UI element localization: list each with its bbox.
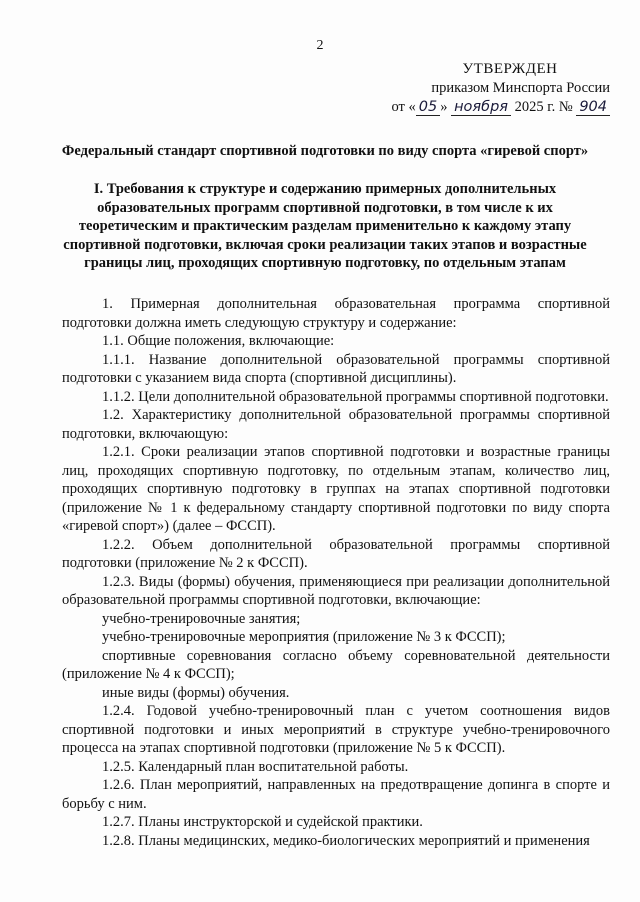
date-prefix: от «	[391, 99, 416, 115]
page-number: 2	[316, 38, 324, 53]
document-title: Федеральный стандарт спортивной подготовки по виду спорта «гиревой спорт»	[61, 143, 589, 159]
paragraph: 1.2. Характеристику дополнительной образовательной программы спортивной подготовки, включающую:	[62, 407, 610, 442]
list-item: учебно-тренировочные занятия;	[102, 610, 301, 627]
paragraph: 1.2.8. Планы медицинских, медико-биологических мероприятий и применения	[102, 832, 590, 849]
paragraph: 1.2.2. Объем дополнительной образовательной программы спортивной подготовки (приложение № 2 к ФССП).	[62, 536, 610, 571]
paragraph: 1.2.6. План мероприятий, направленных на предотвращение допинга в спорте и борьбу с ним.	[62, 777, 610, 812]
paragraph: 1. Примерная дополнительная образовательная программа спортивной подготовки должна иметь следующую структуру и содержание:	[62, 296, 610, 331]
order-line: приказом Минспорта России	[431, 80, 610, 96]
paragraph: 1.2.1. Сроки реализации этапов спортивной подготовки и возрастные границы лиц, проходящих спортивную подготовку, по отдельным этапам, количество лиц, проходящих спортивную подготовку в группах на этапах спортивной подготовки (приложение № 1 к федеральному стандарту спортивной подготовки по виду спорта «гиревой спорт») (далее – ФССП).	[62, 444, 610, 534]
order-date-line	[360, 98, 620, 117]
paragraph: 1.2.4. Годовой учебно-тренировочный план с учетом соотношения видов спортивной подготовки и иных мероприятий в структуре учебно-тренировочного процесса на этапах спортивной подготовки (приложение № 5 к ФССП).	[62, 703, 610, 756]
paragraph: 1.2.5. Календарный план воспитательной работы.	[102, 758, 409, 775]
paragraph: 1.2.7. Планы инструкторской и судейской практики.	[102, 814, 423, 830]
approval-block	[360, 60, 620, 117]
date-day: 05	[416, 99, 440, 116]
date-year: 2025 г. №	[514, 99, 573, 115]
list-item: иные виды (формы) обучения.	[102, 684, 290, 701]
paragraph: 1.1. Общие положения, включающие:	[102, 333, 335, 349]
order-number: 904	[576, 99, 610, 116]
document-body	[62, 295, 610, 850]
date-mid: »	[440, 99, 448, 115]
approved-title: УТВЕРЖДЕН	[462, 61, 558, 77]
paragraph: 1.2.3. Виды (формы) обучения, применяющиеся при реализации дополнительной образовательной программы спортивной подготовки, включающие:	[62, 573, 610, 608]
paragraph: 1.1.2. Цели дополнительной образовательной программы спортивной подготовки.	[102, 388, 609, 405]
list-item: спортивные соревнования согласно объему соревновательной деятельности (приложение № 4 к ФССП);	[62, 647, 610, 682]
section-title: I. Требования к структуре и содержанию примерных дополнительных образовательных программ спортивной подготовки, в том числе к их теоретическим и практическим разделам применительно к каждому этапу спортивной подготовки, включая сроки реализации таких этапов и возрастные границы лиц, проходящих спортивную подготовку, по отдельным этапам	[63, 181, 587, 271]
list-item: учебно-тренировочные мероприятия (приложение № 3 к ФССП);	[102, 629, 506, 645]
date-month: ноября	[451, 99, 511, 116]
paragraph: 1.1.1. Название дополнительной образовательной программы спортивной подготовки с указанием вида спорта (спортивной дисциплины).	[62, 351, 610, 386]
